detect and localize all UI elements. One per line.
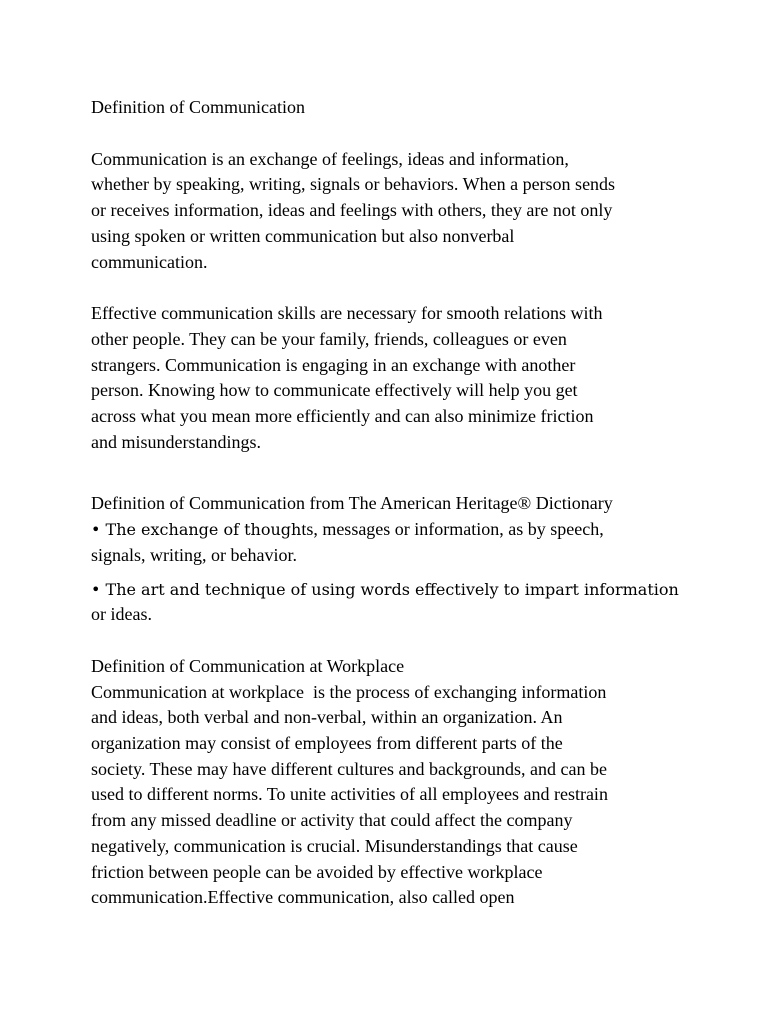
paragraph-workplace (91, 680, 708, 911)
text-line: or ideas. (91, 604, 152, 625)
text-line: Communication is an exchange of feelings, ideas and information, (91, 148, 569, 169)
spacer (91, 628, 708, 654)
spacer (91, 121, 708, 147)
text-line: used to different norms. To unite activities of all employees and restrain (91, 784, 608, 805)
paragraph-definition (91, 147, 708, 276)
text-line: or receives information, ideas and feelings with others, they are not only (91, 200, 613, 221)
text-line: Communication at workplace is the process of exchanging information (91, 681, 607, 702)
spacer (91, 569, 708, 577)
text-line (91, 577, 708, 603)
text-line: whether by speaking, writing, signals or behaviors. When a person sends (91, 174, 616, 195)
text-line: from any missed deadline or activity that could affect the company (91, 810, 573, 831)
text-line: communication. (91, 251, 208, 272)
text-line: organization may consist of employees from different parts of the (91, 733, 563, 754)
list-item-bullet-2 (91, 577, 708, 628)
section-heading-workplace: Definition of Communication at Workplace (91, 655, 405, 676)
text-line: across what you mean more efficiently and can also minimize friction (91, 406, 594, 427)
spacer (91, 455, 708, 491)
bullet-bold-text: • The exchange of though (91, 520, 302, 540)
text-line: person. Knowing how to communicate effectively will help you get (91, 380, 578, 401)
spacer (91, 275, 708, 301)
text-line: friction between people can be avoided by effective workplace (91, 861, 543, 882)
text-line: signals, writing, or behavior. (91, 544, 297, 565)
text-line (91, 517, 708, 543)
bullet-bold-text: • The art and technique of using words effectively to impart information (91, 579, 679, 599)
text-line: using spoken or written communication but also nonverbal (91, 225, 515, 246)
section-heading-dictionary: Definition of Communication from The American Heritage® Dictionary (91, 493, 613, 514)
text-line: negatively, communication is crucial. Misunderstandings that cause (91, 835, 578, 856)
paragraph-effective-skills (91, 301, 708, 455)
text-line: other people. They can be your family, friends, colleagues or even (91, 328, 567, 349)
text-line: strangers. Communication is engaging in an exchange with another (91, 354, 576, 375)
section-heading-definition: Definition of Communication (91, 97, 305, 117)
text-line: Effective communication skills are necessary for smooth relations with (91, 303, 603, 324)
text-line: society. These may have different cultures and backgrounds, and can be (91, 758, 607, 779)
text-line: communication.Effective communication, also called open (91, 887, 515, 908)
list-item-bullet-1 (91, 517, 708, 568)
text-line: and misunderstandings. (91, 431, 261, 452)
bullet-plain-text: ts, messages or information, as by speech, (301, 519, 604, 540)
text-line: and ideas, both verbal and non-verbal, within an organization. An (91, 707, 563, 728)
